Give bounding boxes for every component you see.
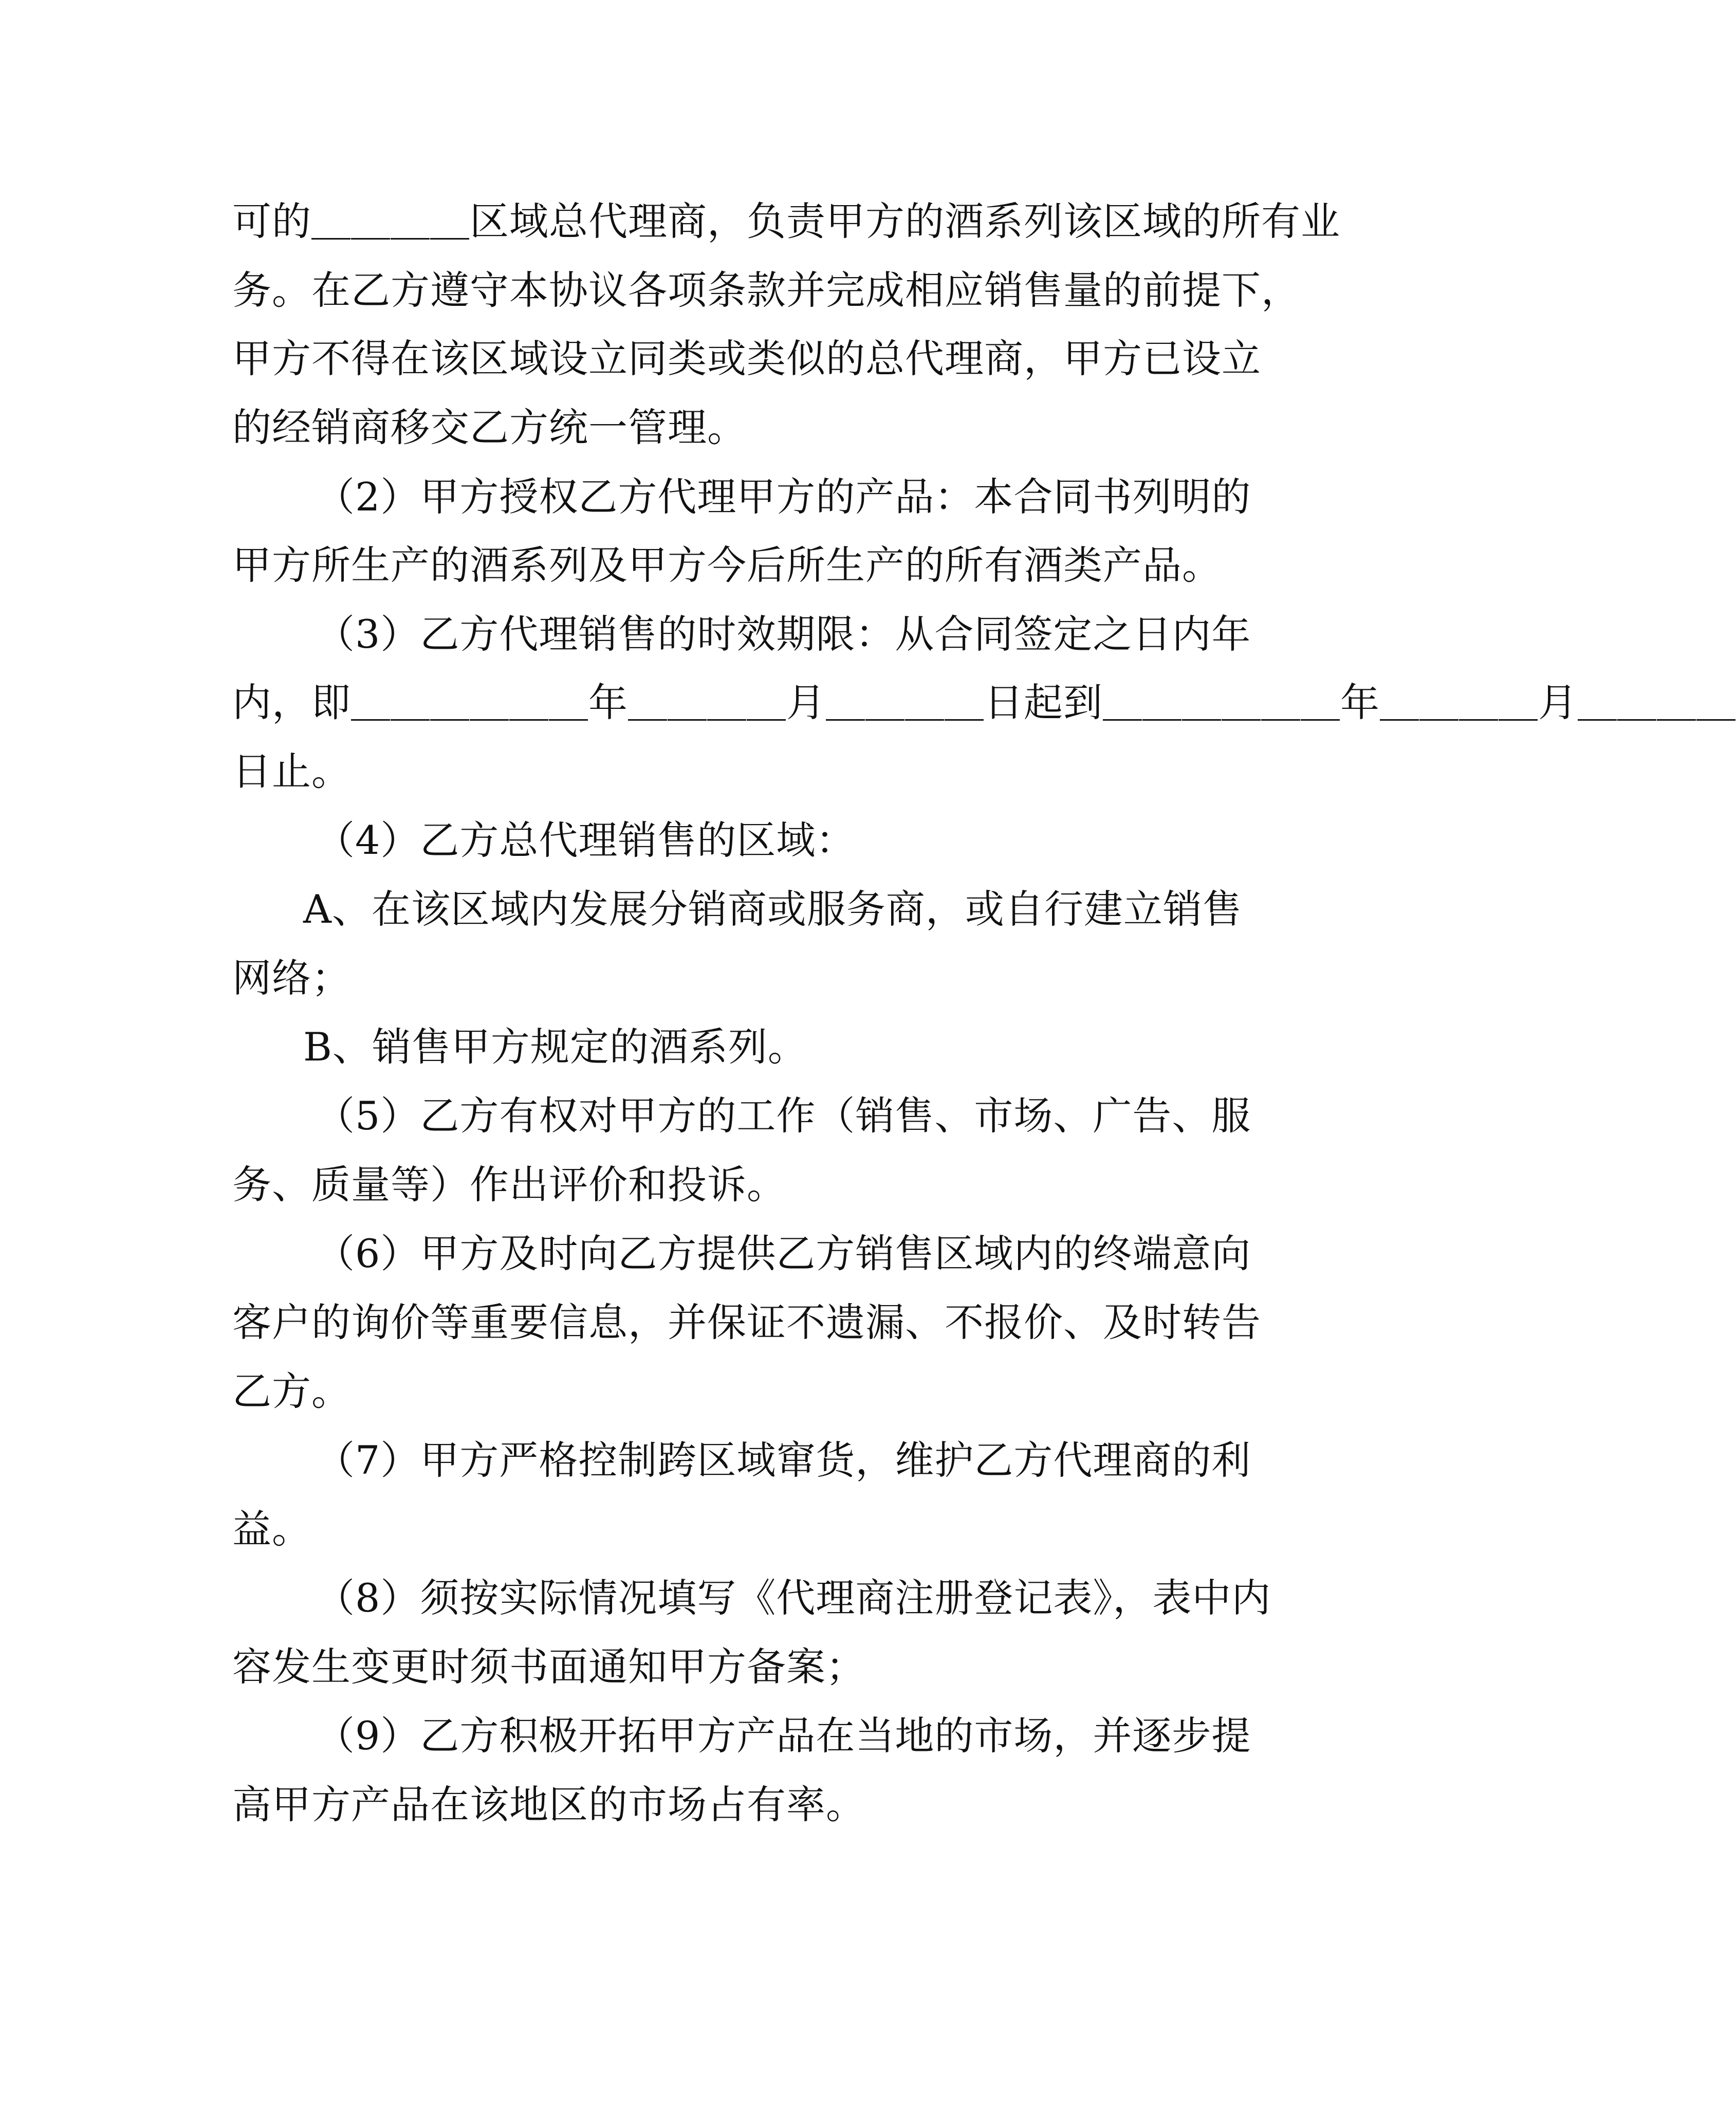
paragraph-item-8: （8）须按实际情况填写《代理商注册登记表》，表中内	[316, 1575, 1271, 1621]
subitem-a: A、在该区域内发展分销商或服务商，或自行建立销售	[303, 886, 1242, 932]
paragraph-item-4: （4）乙方总代理销售的区域：	[316, 817, 856, 863]
text-line: 可的＿＿＿＿区域总代理商，负责甲方的酒系列该区域的所有业	[232, 198, 1340, 244]
subitem-b: B、销售甲方规定的酒系列。	[303, 1024, 807, 1070]
text-line: 内，即＿＿＿＿＿＿年＿＿＿＿月＿＿＿＿日起到＿＿＿＿＿＿年＿＿＿＿月＿＿＿＿	[232, 680, 1736, 725]
text-line: 务、质量等）作出评价和投诉。	[232, 1162, 786, 1207]
paragraph-item-7: （7）甲方严格控制跨区域窜货，维护乙方代理商的利	[316, 1437, 1251, 1483]
paragraph-item-5: （5）乙方有权对甲方的工作（销售、市场、广告、服	[316, 1093, 1251, 1139]
text-line: 益。	[232, 1506, 311, 1552]
text-line: 高甲方产品在该地区的市场占有率。	[232, 1782, 865, 1827]
text-line: 客户的询价等重要信息，并保证不遗漏、不报价、及时转告	[232, 1300, 1261, 1345]
paragraph-item-3: （3）乙方代理销售的时效期限：从合同签定之日内年	[316, 611, 1251, 657]
text-line: 甲方不得在该区域设立同类或类似的总代理商，甲方已设立	[232, 336, 1261, 381]
text-line: 乙方。	[232, 1368, 351, 1414]
text-line: 的经销商移交乙方统一管理。	[232, 405, 747, 450]
text-line: 务。在乙方遵守本协议各项条款并完成相应销售量的前提下，	[232, 267, 1301, 313]
text-line: 甲方所生产的酒系列及甲方今后所生产的所有酒类产品。	[232, 542, 1222, 588]
paragraph-item-2: （2）甲方授权乙方代理甲方的产品：本合同书列明的	[316, 474, 1251, 520]
paragraph-item-9: （9）乙方积极开拓甲方产品在当地的市场，并逐步提	[316, 1713, 1251, 1759]
paragraph-item-6: （6）甲方及时向乙方提供乙方销售区域内的终端意向	[316, 1231, 1251, 1276]
text-line: 日止。	[232, 748, 351, 794]
text-line: 容发生变更时须书面通知甲方备案；	[232, 1644, 865, 1690]
text-line: 网络；	[232, 955, 351, 1001]
